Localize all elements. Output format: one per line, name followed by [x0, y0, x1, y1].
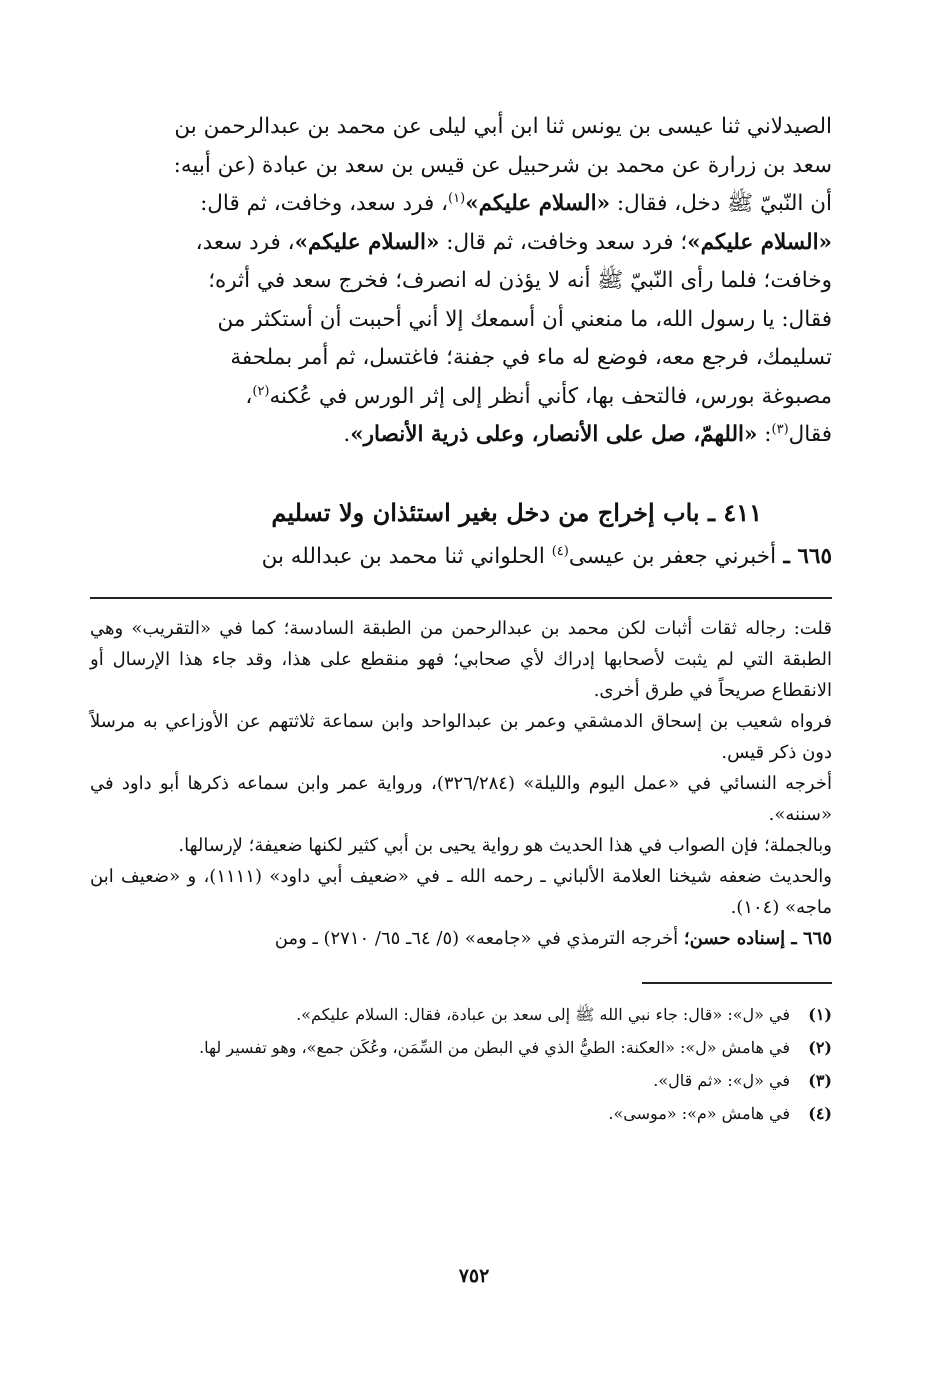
main-line-7: تسليمك، فرجع معه، فوضع له ماء في جفنة؛ فاغتسل، ثم أمر بملحفة	[230, 345, 832, 370]
footnote-ref-3: (٣)	[771, 421, 789, 437]
chapter-heading: ٤١١ ـ باب إخراج من دخل بغير استئذان ولا تسليم	[271, 497, 762, 527]
text-run: ،	[245, 383, 253, 409]
text-run: ، فرد سعد،	[195, 229, 295, 255]
main-line-1: الصيدلاني ثنا عيسى بن يونس ثنا ابن أبي ليلى عن محمد بن عبدالرحمن بن	[174, 114, 832, 139]
footnote-ref-4: (٤)	[551, 543, 569, 559]
footnote-ref-1: (١)	[448, 190, 466, 206]
footnote-text: في «ل»: «قال: جاء نبي الله ﷺ إلى سعد بن عبادة، فقال: السلام عليكم».	[296, 1004, 790, 1024]
commentary-para: قلت: رجاله ثقات أثبات لكن محمد بن عبدالرحمن من الطبقة السادسة؛ كما في «التقريب» وهي الطبقة التي لم يثبت لأصحابها إدراك لأي صحابي؛ فهو منقطع على هذا، وقد جاء هذا الإرسال أو الانقطاع صريحاً في طرق أخرى.	[90, 617, 832, 701]
main-text	[90, 108, 832, 455]
commentary-para: وبالجملة؛ فإن الصواب في هذا الحديث هو رواية يحيى بن أبي كثير لكنها ضعيفة؛ لإرسالها.	[178, 834, 832, 856]
hadith-665	[90, 537, 832, 577]
footnote-number: (٣)	[808, 1070, 832, 1090]
divider	[90, 597, 832, 599]
main-line-8	[90, 378, 832, 417]
footnote-number: (١)	[808, 1004, 832, 1024]
commentary-para: أخرجه النسائي في «عمل اليوم والليلة» (٣٢٦/٢٨٤)، ورواية عمر وابن سماعه ذكرها أبو داود في «سننه».	[90, 772, 832, 825]
text-run: فقال	[788, 422, 832, 447]
footnote-text: في هامش «م»: «موسى».	[608, 1103, 790, 1123]
text-run: أن النّبيّ ﷺ دخل، فقال:	[610, 191, 832, 216]
footnote-divider	[642, 982, 832, 984]
text-run: ؛ فرد سعد وخافت، ثم قال:	[439, 229, 688, 255]
commentary-para: والحديث ضعفه شيخنا العلامة الألباني ـ رحمه الله ـ في «ضعيف أبي داود» (١١١١)، و «ضعيف ابن ماجه» (١٠٤).	[90, 865, 832, 918]
commentary	[90, 613, 832, 954]
main-line-3	[90, 185, 832, 224]
footnote-ref-2: (٢)	[252, 383, 270, 399]
footnote-text: في هامش «ل»: «العكنة: الطيُّ الذي في البطن من السِّمَن، وعُكَن جمع»، وهو تفسير لها.	[199, 1037, 790, 1057]
text-run: أخرجه الترمذي في «جامعه» (٥/ ٦٤ـ ٦٥/ ٢٧١٠) ـ ومن	[274, 927, 684, 949]
quote-bold: «السلام عليكم»	[294, 229, 440, 255]
footnote	[90, 998, 832, 1031]
main-line-5: وخافت؛ فلما رأى النّبيّ ﷺ أنه لا يؤذن له انصرف؛ فخرج سعد في أثره؛	[208, 268, 832, 293]
footnote-text: في «ل»: «ثم قال».	[653, 1070, 790, 1090]
footnote-number: (٢)	[808, 1037, 832, 1057]
main-line-4	[90, 224, 832, 263]
document-page	[90, 108, 832, 1130]
text-run: أخبرني جعفر بن عيسى	[568, 543, 777, 569]
footnote	[90, 1097, 832, 1130]
commentary-para: فرواه شعيب بن إسحاق الدمشقي وعمر بن عبدالواحد وابن سماعة ثلاثتهم عن الأوزاعي به مرسلاً دون ذكر قيس.	[90, 710, 832, 763]
footnotes	[90, 998, 832, 1130]
footnote	[90, 1064, 832, 1097]
footnote-number: (٤)	[808, 1103, 832, 1123]
quote-bold: «السلام عليكم»	[687, 229, 832, 255]
text-run: ، فرد سعد، وخافت، ثم قال:	[200, 191, 449, 216]
main-line-6: فقال: يا رسول الله، ما منعني أن أسمعك إلا أني أحببت أن أستكثر من	[217, 306, 832, 332]
grading: ٦٦٥ ـ إسناده حسن؛	[683, 927, 832, 949]
commentary-para	[90, 923, 832, 954]
text-run: :	[757, 422, 772, 447]
hadith-number: ٦٦٥ ـ	[776, 543, 832, 569]
page-number: ٧٥٢	[458, 1265, 490, 1287]
text-run: الحلواني ثنا محمد بن عبدالله بن	[261, 543, 552, 569]
text-run: .	[343, 422, 351, 447]
footnote	[90, 1031, 832, 1064]
text-run: مصبوغة بورس، فالتحف بها، كأني أنظر إلى إثر الورس في عُكنه	[269, 383, 832, 409]
main-line-2: سعد بن زرارة عن محمد بن شرحبيل عن قيس بن سعد بن عبادة (عن أبيه:	[173, 152, 832, 178]
quote-bold: «اللهمّ، صل على الأنصار، وعلى ذرية الأنصار»	[350, 422, 758, 447]
main-line-9	[90, 416, 832, 455]
quote-bold: «السلام عليكم»	[465, 191, 611, 216]
